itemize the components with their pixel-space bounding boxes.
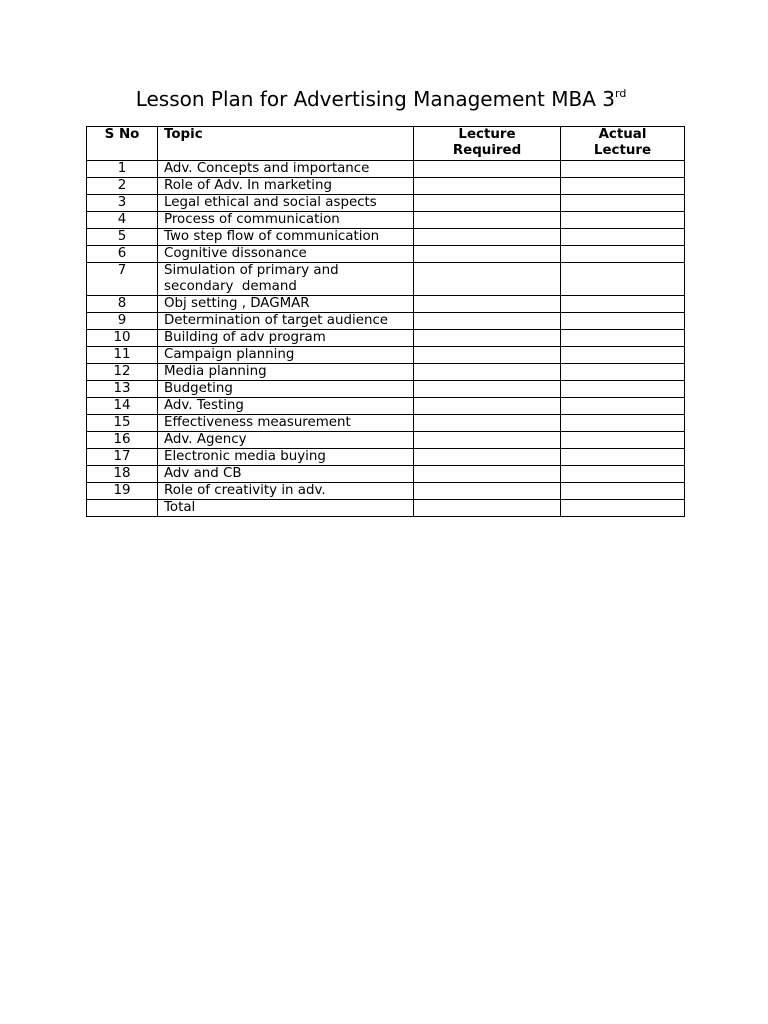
cell-sno: 18: [87, 466, 158, 483]
cell-lecture-required: [414, 263, 561, 296]
cell-lecture-required: [414, 398, 561, 415]
header-actual-lecture-line2: Lecture: [593, 143, 652, 158]
cell-topic: Legal ethical and social aspects: [158, 195, 414, 212]
cell-actual-lecture: [561, 432, 685, 449]
header-topic: Topic: [158, 127, 414, 161]
cell-actual-lecture: [561, 229, 685, 246]
table-row: [87, 178, 685, 195]
cell-topic: Media planning: [158, 364, 414, 381]
table-row: [87, 330, 685, 347]
cell-topic: Building of adv program: [158, 330, 414, 347]
cell-actual-lecture: [561, 263, 685, 296]
table-row: [87, 364, 685, 381]
cell-actual-lecture: [561, 415, 685, 432]
cell-lecture-required: [414, 330, 561, 347]
cell-actual-lecture: [561, 246, 685, 263]
header-lecture-required-line2: Required: [452, 143, 522, 158]
cell-lecture-required: [414, 500, 561, 517]
table-body: [87, 161, 685, 517]
cell-lecture-required: [414, 212, 561, 229]
cell-topic: Adv. Testing: [158, 398, 414, 415]
cell-sno: 16: [87, 432, 158, 449]
table-header-row: [87, 127, 685, 161]
header-lecture-required: [414, 127, 561, 161]
cell-actual-lecture: [561, 178, 685, 195]
cell-lecture-required: [414, 466, 561, 483]
table-row: [87, 229, 685, 246]
header-actual-lecture: [561, 127, 685, 161]
cell-actual-lecture: [561, 212, 685, 229]
table-row: [87, 195, 685, 212]
cell-lecture-required: [414, 246, 561, 263]
cell-lecture-required: [414, 449, 561, 466]
cell-sno: 8: [87, 296, 158, 313]
cell-sno: 12: [87, 364, 158, 381]
cell-lecture-required: [414, 178, 561, 195]
cell-actual-lecture: [561, 347, 685, 364]
cell-topic: Role of creativity in adv.: [158, 483, 414, 500]
table-row: [87, 296, 685, 313]
cell-actual-lecture: [561, 398, 685, 415]
header-lecture-required-line1: Lecture: [458, 127, 516, 142]
cell-topic: Electronic media buying: [158, 449, 414, 466]
cell-topic: Two step flow of communication: [158, 229, 414, 246]
cell-topic: Total: [158, 500, 414, 517]
cell-actual-lecture: [561, 483, 685, 500]
cell-actual-lecture: [561, 195, 685, 212]
table-row: [87, 483, 685, 500]
cell-topic: Cognitive dissonance: [158, 246, 414, 263]
cell-actual-lecture: [561, 449, 685, 466]
cell-sno: 14: [87, 398, 158, 415]
header-actual-lecture-line1: Actual: [598, 127, 647, 142]
cell-actual-lecture: [561, 330, 685, 347]
cell-actual-lecture: [561, 296, 685, 313]
cell-sno: 2: [87, 178, 158, 195]
table-row: [87, 432, 685, 449]
table-row: [87, 161, 685, 178]
table-row: [87, 398, 685, 415]
cell-lecture-required: [414, 313, 561, 330]
table-row: [87, 415, 685, 432]
cell-lecture-required: [414, 195, 561, 212]
cell-lecture-required: [414, 161, 561, 178]
cell-sno: 15: [87, 415, 158, 432]
cell-sno: 7: [87, 263, 158, 296]
cell-sno: 17: [87, 449, 158, 466]
header-sno: S No: [87, 127, 158, 161]
cell-topic: Adv and CB: [158, 466, 414, 483]
cell-actual-lecture: [561, 313, 685, 330]
cell-topic: Campaign planning: [158, 347, 414, 364]
cell-actual-lecture: [561, 466, 685, 483]
cell-sno: 19: [87, 483, 158, 500]
cell-sno: 4: [87, 212, 158, 229]
cell-sno: 9: [87, 313, 158, 330]
cell-lecture-required: [414, 364, 561, 381]
cell-lecture-required: [414, 415, 561, 432]
table-row: [87, 347, 685, 364]
cell-lecture-required: [414, 347, 561, 364]
cell-sno: 5: [87, 229, 158, 246]
page-title: [0, 86, 762, 112]
cell-sno: [87, 500, 158, 517]
cell-actual-lecture: [561, 500, 685, 517]
table-row: [87, 246, 685, 263]
cell-lecture-required: [414, 229, 561, 246]
cell-sno: 11: [87, 347, 158, 364]
cell-actual-lecture: [561, 381, 685, 398]
table-row: [87, 381, 685, 398]
cell-topic: Adv. Concepts and importance: [158, 161, 414, 178]
cell-sno: 10: [87, 330, 158, 347]
cell-sno: 13: [87, 381, 158, 398]
table-row: [87, 466, 685, 483]
table-row: [87, 449, 685, 466]
table-row: [87, 313, 685, 330]
lesson-plan-table: [86, 126, 685, 517]
table-row: [87, 212, 685, 229]
cell-lecture-required: [414, 381, 561, 398]
cell-lecture-required: [414, 483, 561, 500]
page-title-suffix: rd: [615, 87, 627, 100]
cell-actual-lecture: [561, 364, 685, 381]
cell-topic: Budgeting: [158, 381, 414, 398]
page-title-text: Lesson Plan for Advertising Management MBA 3: [135, 87, 615, 111]
cell-topic: Determination of target audience: [158, 313, 414, 330]
cell-lecture-required: [414, 432, 561, 449]
cell-lecture-required: [414, 296, 561, 313]
cell-sno: 6: [87, 246, 158, 263]
cell-actual-lecture: [561, 161, 685, 178]
cell-sno: 3: [87, 195, 158, 212]
cell-topic: Obj setting , DAGMAR: [158, 296, 414, 313]
cell-topic: Simulation of primary and secondary demand: [158, 263, 414, 296]
cell-topic: Effectiveness measurement: [158, 415, 414, 432]
cell-topic: Role of Adv. In marketing: [158, 178, 414, 195]
table-row: [87, 263, 685, 296]
cell-topic: Adv. Agency: [158, 432, 414, 449]
table-row: [87, 500, 685, 517]
cell-topic: Process of communication: [158, 212, 414, 229]
cell-sno: 1: [87, 161, 158, 178]
